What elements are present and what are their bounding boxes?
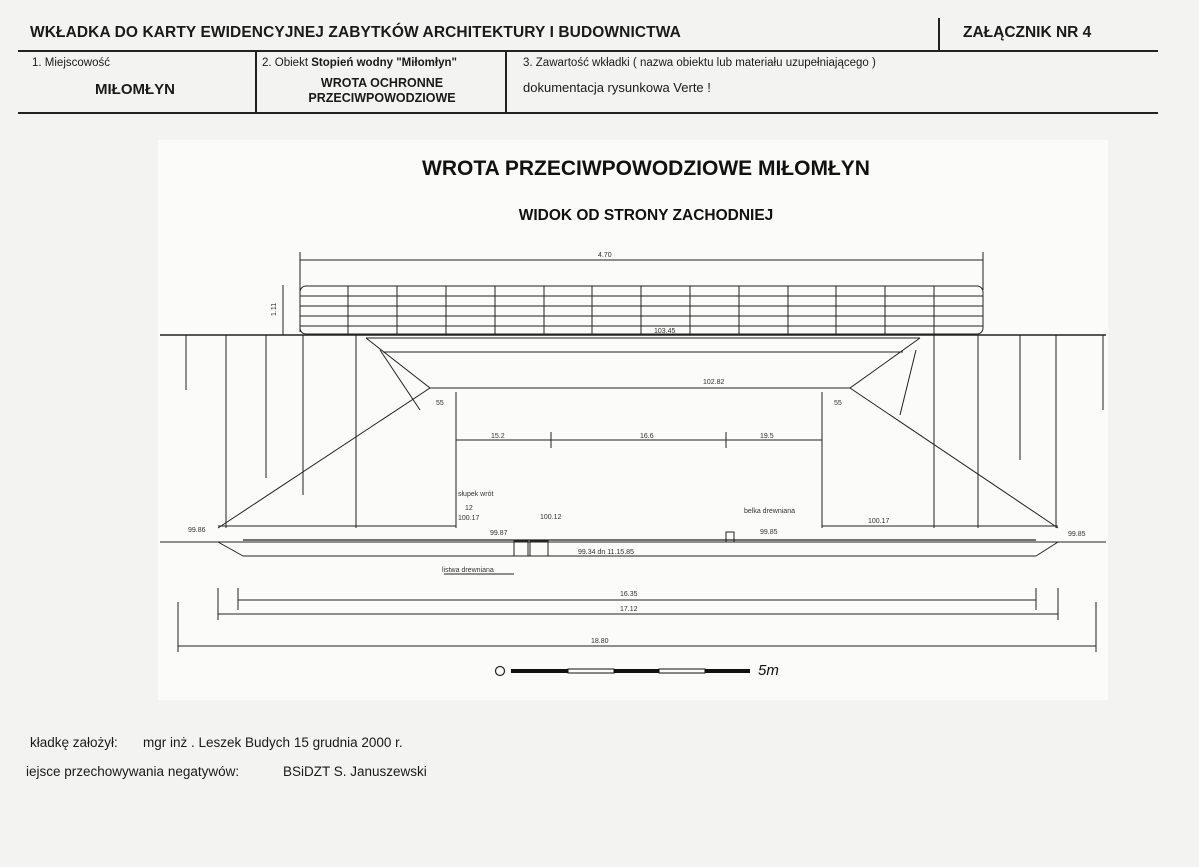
locality-label: 1. Miejscowość: [32, 57, 110, 69]
span-left: 15.2: [491, 433, 505, 440]
drawing-subtitle: WIDOK OD STRONY ZACHODNIEJ: [518, 207, 774, 224]
technical-drawing: [158, 140, 1108, 700]
header-divider: [938, 18, 940, 50]
drawing-title: WROTA PRZECIWPOWODZIOWE MIŁOMŁYN: [422, 157, 870, 180]
object-name-line1: WROTA OCHRONNE: [320, 76, 444, 90]
header-title: WKŁADKA DO KARTY EWIDENCYJNEJ ZABYTKÓW ARCHITEKTURY I BUDOWNICTWA: [30, 24, 681, 41]
dim-1880: 18.80: [591, 638, 609, 645]
object-name-line2: PRZECIWPOWODZIOWE: [308, 91, 456, 105]
label-listwa: listwa drewniana: [442, 567, 494, 574]
elev-l-12: 12: [465, 505, 473, 512]
span-right: 19.5: [760, 433, 774, 440]
dim-right-55: 55: [834, 400, 842, 407]
locality-value: MIŁOMŁYN: [95, 81, 175, 98]
object-label-prefix: 2. Obiekt: [262, 57, 309, 69]
dim-1712: 17.12: [620, 606, 638, 613]
elev-l-10012: 100.12: [540, 514, 562, 521]
field-divider-1: [255, 51, 257, 113]
annex-number: ZAŁĄCZNIK NR 4: [963, 24, 1092, 41]
content-label: 3. Zawartość wkładki ( nazwa obiektu lub materiału uzupełniającego ): [523, 57, 876, 69]
field-divider-2: [505, 51, 507, 113]
scale-seg-1: [511, 669, 568, 673]
object-name: [262, 76, 502, 106]
dim-height: 1.11: [271, 302, 278, 316]
author-label: kładkę założył:: [30, 735, 118, 750]
scale-seg-5: [705, 669, 750, 673]
drawing-annotations: [188, 252, 1086, 645]
drawing-svg: [158, 140, 1108, 700]
storage-value: BSiDZT S. Januszewski: [283, 764, 427, 779]
scale-seg-2: [568, 669, 614, 673]
scale-seg-4: [659, 669, 705, 673]
object-label: [262, 57, 457, 69]
elev-far-right: 99.85: [1068, 531, 1086, 538]
span-mid: 16.6: [640, 433, 654, 440]
scale-bar: [496, 662, 779, 679]
label-slupek: słupek wrót: [458, 491, 494, 498]
elev-top: 103.45: [654, 328, 676, 335]
elev-far-left: 99.86: [188, 527, 206, 534]
content-value: dokumentacja rysunkowa Verte !: [523, 80, 711, 95]
fields-bottom-rule: [18, 112, 1158, 114]
scale-five: 5m: [758, 662, 779, 679]
elev-mid: 102.82: [703, 379, 725, 386]
elev-l-100: 100.17: [458, 515, 480, 522]
elev-r-9985: 99.85: [760, 529, 778, 536]
author-value: mgr inż . Leszek Budych 15 grudnia 2000 r.: [143, 735, 403, 750]
scale-seg-3: [614, 669, 659, 673]
dim-top: 4.70: [598, 252, 612, 259]
header-rule: [18, 50, 1158, 52]
elev-l-9987: 99.87: [490, 530, 508, 537]
dim-1635: 16.35: [620, 591, 638, 598]
label-belka: belka drewniana: [744, 508, 795, 515]
elev-r-100: 100.17: [868, 518, 890, 525]
bottom-elev: 99.34 dn 11.15.85: [578, 549, 634, 556]
scale-origin-mark: [496, 667, 505, 676]
object-label-bold: Stopień wodny "Miłomłyn": [311, 57, 457, 69]
dim-left-55: 55: [436, 400, 444, 407]
storage-label: iejsce przechowywania negatywów:: [26, 764, 240, 779]
